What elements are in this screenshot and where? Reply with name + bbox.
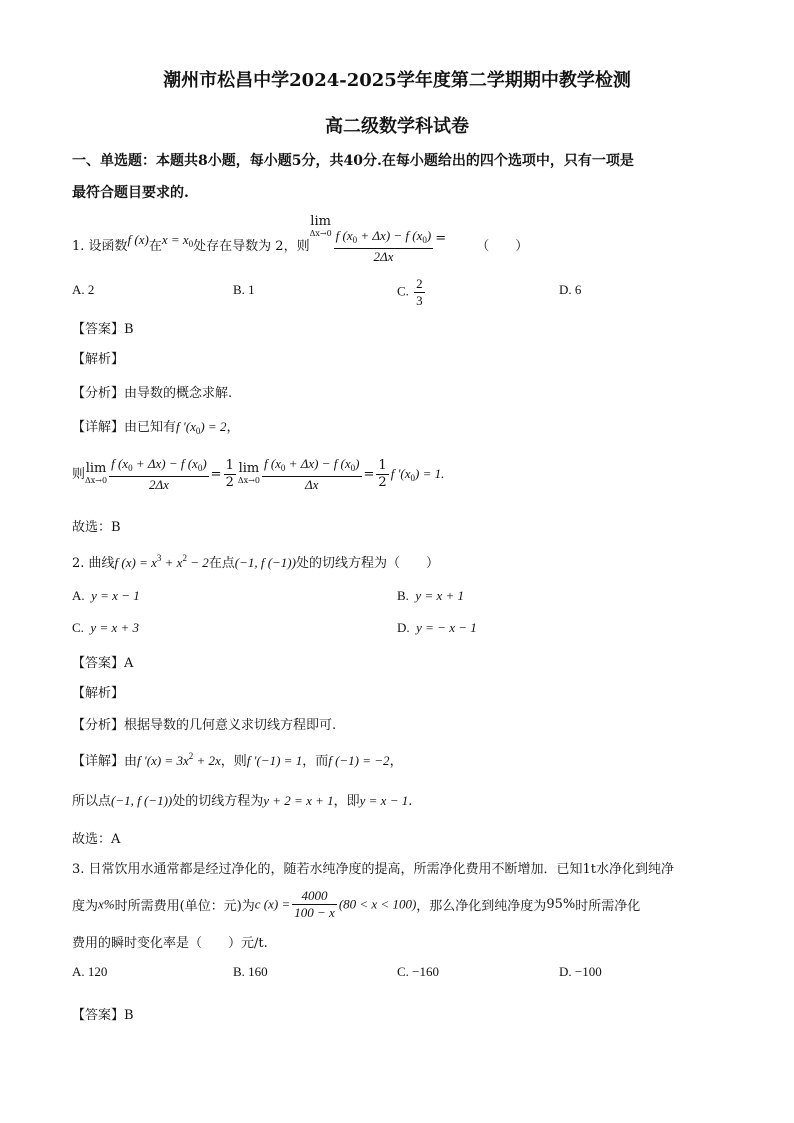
question-3-line3: 费用的瞬时变化率是（ ）元/t. [72,936,268,951]
q2-option-d[interactable]: D. y = − x − 1 [397,620,477,635]
q1-option-b[interactable]: B. 1 [233,282,255,297]
q1-jiexi-tag: 【解析】 [72,352,125,367]
q1-option-a[interactable]: A. 2 [72,282,95,297]
q2-conclusion: 故选：A [72,832,121,847]
section-header-line2: 最符合题目要求的. [72,185,189,201]
q1-option-c[interactable]: C. $\frac{2}{3}$ [397,276,423,308]
q1-xiangjie: 【详解】由已知有f $'(x_0) = 2$， [72,419,240,436]
q1-answer: 【答案】B [72,322,134,337]
question-2-stem: 2. 曲线f $(x) = x^3 + x^2 - 2$在点(−1, f (−1))处的切线方程为（ ） [72,553,439,571]
q3-answer: 【答案】B [72,1008,134,1023]
q3-option-a[interactable]: A. 120 [72,964,108,979]
question-3-line1: 3. 日常饮用水通常都是经过净化的，随若水纯净度的提高，所需净化费用不断增加．已知1t水净化到纯净 [72,862,675,877]
q3-option-c[interactable]: C. −160 [397,964,440,979]
q1-fenxi: 【分析】由导数的概念求解. [72,386,233,401]
q2-jiexi-tag: 【解析】 [72,686,125,701]
q2-xiangjie-line2: 所以点(−1, f (−1))处的切线方程为y + 2 = x + 1，即y = x − 1. [72,793,413,809]
q3-option-b[interactable]: B. 160 [233,964,268,979]
q2-option-a[interactable]: A. y = x − 1 [72,588,140,603]
q1-derivation: 则lim Δx→0 $\frac{f (x_0 + \Delta x) - f (x_0)}{2\Delta x}$ = $\frac{1}{2}$ lim Δx→0 $\frac{f (x_0 + \Delta x) - f (x_0)}{\Delta x}$ = $\frac{1}{2}$ f $'(x_0) = 1$. [72,456,445,492]
q2-option-c[interactable]: C. y = x + 3 [72,620,140,635]
q3-option-d[interactable]: D. −100 [559,964,602,979]
q2-answer: 【答案】A [72,656,134,671]
exam-subtitle: 高二级数学科试卷 [325,116,469,137]
q1-option-d[interactable]: D. 6 [559,282,582,297]
exam-title: 潮州市松昌中学2024-2025学年度第二学期期中教学检测 [163,70,631,91]
q2-xiangjie: 【详解】由f $'(x) = 3x^2 + 2x$，则f ′(−1) = 1，而f (−1) = −2， [72,751,403,769]
section-header-line1: 一、单选题：本题共8小题，每小题5分，共40分.在每小题给出的四个选项中，只有一项是 [72,153,634,169]
q1-conclusion: 故选：B [72,520,121,535]
q2-option-b[interactable]: B. y = x + 1 [397,588,465,603]
question-3-line2: 度为x%时所需费用(单位：元)为c (x) = $\frac{4000}{100 - x}$ (80 < x < 100)，那么净化到纯净度为95%时所需净化 [72,888,641,920]
q2-fenxi: 【分析】根据导数的几何意义求切线方程即可. [72,718,337,733]
question-1-stem: 1. 设函数f (x)在$x = x_0$处存在导数为 2，则lim Δx→0 $\frac{f (x_0 + \Delta x) - f (x_0)}{2\Delta x}$ = （ ） [72,214,529,264]
